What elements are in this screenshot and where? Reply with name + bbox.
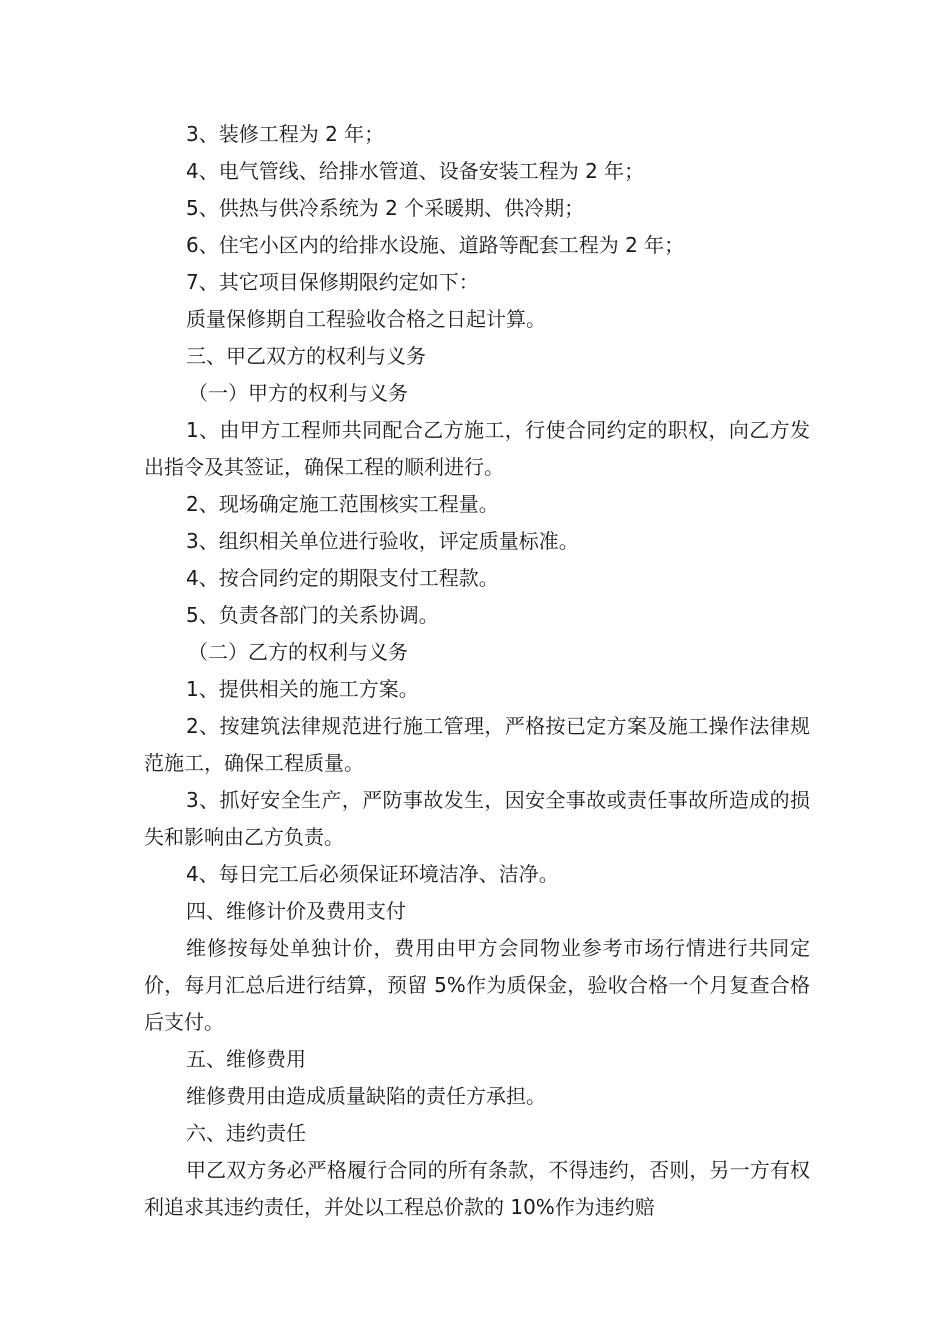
section-heading-repair-cost: 五、维修费用 (186, 1047, 306, 1071)
warranty-start-note: 质量保修期自工程验收合格之日起计算。 (186, 307, 546, 331)
party-a-item-5: 5、负责各部门的关系协调。 (186, 603, 439, 627)
party-b-item-3: 3、抓好安全生产，严防事故发生，因安全事故或责任事故所造成的损失和影响由乙方负责。 (144, 788, 810, 849)
party-a-item-4: 4、按合同约定的期限支付工程款。 (186, 566, 499, 590)
party-a-item-2: 2、现场确定施工范围核实工程量。 (186, 492, 499, 516)
breach-paragraph: 甲乙双方务必严格履行合同的所有条款，不得违约，否则，另一方有权利追求其违约责任，并处以工程总价款的 10%作为违约赔 (144, 1158, 810, 1219)
warranty-item-4: 4、电气管线、给排水管道、设备安装工程为 2 年； (186, 159, 645, 183)
subsection-heading-party-b: （二）乙方的权利与义务 (188, 640, 408, 664)
subsection-heading-party-a: （一）甲方的权利与义务 (188, 381, 408, 405)
section-heading-breach: 六、违约责任 (186, 1121, 306, 1145)
pricing-paragraph: 维修按每处单独计价，费用由甲方会同物业参考市场行情进行共同定价，每月汇总后进行结算，预留 5%作为质保金，验收合格一个月复查合格后支付。 (144, 936, 810, 1034)
document-body (144, 116, 810, 1226)
party-b-item-1: 1、提供相关的施工方案。 (186, 677, 419, 701)
party-b-item-2: 2、按建筑法律规范进行施工管理，严格按已定方案及施工操作法律规范施工，确保工程质量。 (144, 714, 810, 775)
warranty-item-5: 5、供热与供冷系统为 2 个采暖期、供冷期； (186, 196, 585, 220)
party-a-item-1: 1、由甲方工程师共同配合乙方施工，行使合同约定的职权，向乙方发出指令及其签证，确保工程的顺利进行。 (144, 418, 810, 479)
party-a-item-3: 3、组织相关单位进行验收，评定质量标准。 (186, 529, 579, 553)
warranty-item-3: 3、装修工程为 2 年； (186, 122, 385, 146)
section-heading-rights: 三、甲乙双方的权利与义务 (186, 344, 426, 368)
repair-cost-paragraph: 维修费用由造成质量缺陷的责任方承担。 (186, 1084, 546, 1108)
warranty-item-7: 7、其它项目保修期限约定如下： (186, 270, 479, 294)
section-heading-pricing: 四、维修计价及费用支付 (186, 899, 406, 923)
party-b-item-4: 4、每日完工后必须保证环境洁净、洁净。 (186, 862, 559, 886)
warranty-item-6: 6、住宅小区内的给排水设施、道路等配套工程为 2 年； (186, 233, 685, 257)
